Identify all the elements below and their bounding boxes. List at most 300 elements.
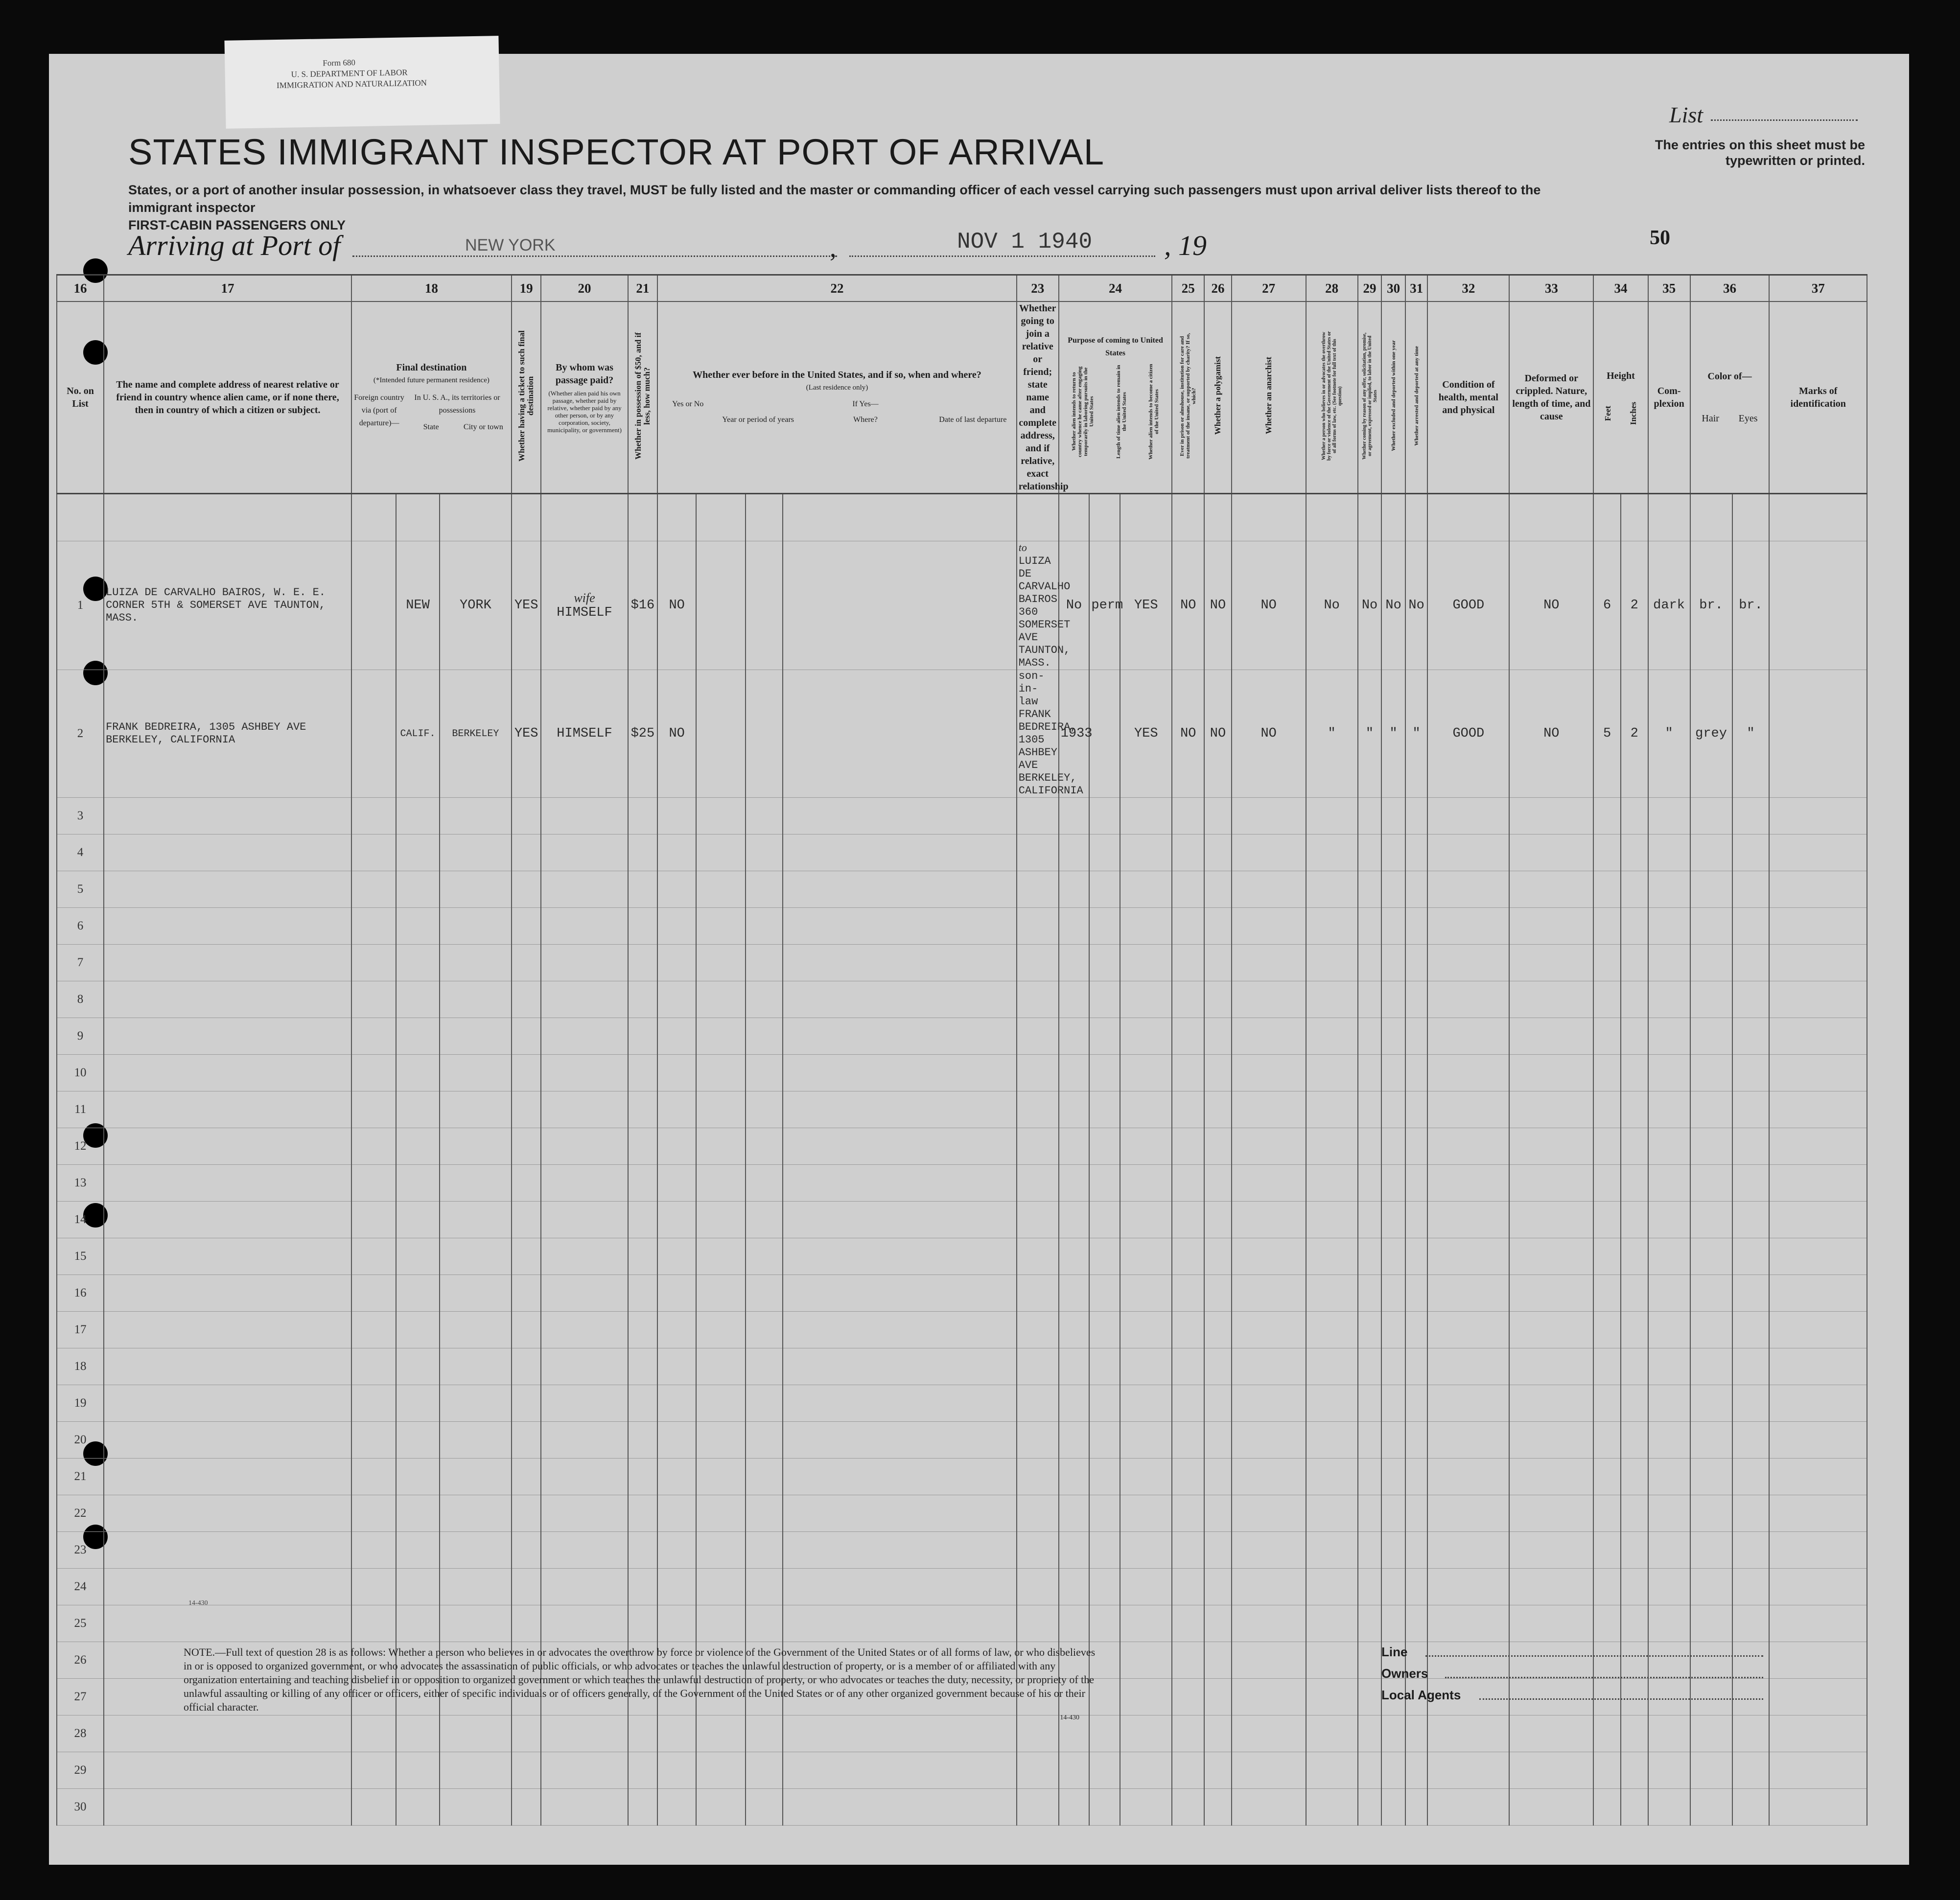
empty-cell xyxy=(1204,1642,1232,1679)
empty-cell xyxy=(696,1018,746,1055)
empty-cell xyxy=(1621,1789,1648,1826)
empty-cell xyxy=(628,1495,658,1532)
empty-cell xyxy=(1648,1238,1690,1275)
empty-cell xyxy=(783,1789,1017,1826)
header-by-whom xyxy=(541,301,628,494)
column-number: 27 xyxy=(1232,275,1306,302)
empty-cell xyxy=(1621,1385,1648,1422)
empty-cell xyxy=(696,945,746,981)
empty-cell xyxy=(1120,1348,1172,1385)
empty-cell xyxy=(1732,1495,1770,1532)
promise-cell: " xyxy=(1358,670,1382,798)
empty-cell xyxy=(1381,834,1405,871)
empty-cell xyxy=(746,834,783,871)
empty-cell xyxy=(1232,1385,1306,1422)
empty-cell xyxy=(1306,1532,1358,1569)
empty-cell xyxy=(1306,1422,1358,1459)
empty-cell xyxy=(1059,798,1090,834)
empty-cell xyxy=(440,1091,512,1128)
empty-cell xyxy=(1732,834,1770,871)
empty-cell xyxy=(1306,1238,1358,1275)
empty-cell xyxy=(1059,1238,1090,1275)
polygamist-cell: NO xyxy=(1204,670,1232,798)
row-number: 14 xyxy=(57,1202,104,1238)
empty-cell xyxy=(1593,1605,1621,1642)
empty-cell xyxy=(1089,1495,1120,1532)
empty-cell xyxy=(783,1018,1017,1055)
empty-cell xyxy=(746,981,783,1018)
join-prefix: to xyxy=(1018,541,1027,554)
row-number: 23 xyxy=(57,1532,104,1569)
empty-cell xyxy=(1690,1422,1732,1459)
empty-cell xyxy=(1358,1091,1382,1128)
empty-cell xyxy=(628,1055,658,1091)
empty-cell xyxy=(1621,1312,1648,1348)
empty-cell xyxy=(104,945,351,981)
empty-cell xyxy=(1732,1605,1770,1642)
empty-cell xyxy=(1059,1091,1090,1128)
empty-cell xyxy=(1204,871,1232,908)
empty-cell xyxy=(440,1605,512,1642)
empty-cell xyxy=(512,1715,541,1752)
empty-cell xyxy=(1621,871,1648,908)
date-stamp: NOV 1 1940 xyxy=(957,229,1093,255)
empty-cell xyxy=(1621,1459,1648,1495)
table-row xyxy=(57,1202,1867,1238)
empty-cell xyxy=(696,1715,746,1752)
empty-cell xyxy=(1769,1018,1867,1055)
marks-cell xyxy=(1769,541,1867,670)
empty-cell xyxy=(1427,1055,1509,1091)
empty-cell xyxy=(1306,1789,1358,1826)
column-number: 29 xyxy=(1358,275,1382,302)
empty-cell xyxy=(1648,834,1690,871)
empty-cell xyxy=(1405,1312,1428,1348)
table-row xyxy=(57,1312,1867,1348)
empty-cell xyxy=(1405,1752,1428,1789)
empty-cell xyxy=(351,981,396,1018)
paid-by-note: wife xyxy=(574,591,595,605)
empty-cell xyxy=(1204,945,1232,981)
empty-cell xyxy=(1172,1128,1204,1165)
empty-cell xyxy=(696,1422,746,1459)
empty-cell xyxy=(351,1238,396,1275)
empty-cell xyxy=(1059,871,1090,908)
row-number: 29 xyxy=(57,1752,104,1789)
comma-separator: , xyxy=(830,233,837,262)
empty-cell xyxy=(696,908,746,945)
empty-cell xyxy=(440,1569,512,1605)
empty-cell xyxy=(1059,1569,1090,1605)
empty-cell xyxy=(1690,1385,1732,1422)
column-number: 23 xyxy=(1017,275,1059,302)
row-number: 12 xyxy=(57,1128,104,1165)
header-prison xyxy=(1172,301,1204,494)
empty-cell xyxy=(1017,1202,1059,1238)
empty-cell xyxy=(1381,1312,1405,1348)
city-cell: YORK xyxy=(440,541,512,670)
empty-cell xyxy=(1017,1055,1059,1091)
empty-cell xyxy=(351,1569,396,1605)
empty-cell xyxy=(104,1385,351,1422)
empty-cell xyxy=(1381,798,1405,834)
empty-cell xyxy=(1381,1789,1405,1826)
state-cell: NEW xyxy=(396,541,440,670)
empty-cell xyxy=(351,1789,396,1826)
table-row xyxy=(57,1165,1867,1202)
empty-cell xyxy=(1509,1385,1593,1422)
empty-cell xyxy=(1059,1789,1090,1826)
empty-cell xyxy=(1089,1275,1120,1312)
empty-cell xyxy=(351,834,396,871)
empty-cell xyxy=(657,1605,696,1642)
empty-cell xyxy=(1381,1055,1405,1091)
empty-cell xyxy=(628,1422,658,1459)
header-date-departure: Date of last departure xyxy=(939,416,1007,424)
state-cell: CALIF. xyxy=(396,670,440,798)
empty-cell xyxy=(1621,1202,1648,1238)
empty-cell xyxy=(1769,981,1867,1018)
foreign-country-cell xyxy=(351,541,396,670)
empty-cell xyxy=(1621,798,1648,834)
owners-field[interactable] xyxy=(1445,1677,1763,1678)
empty-cell xyxy=(512,1128,541,1165)
empty-cell xyxy=(512,1312,541,1348)
empty-cell xyxy=(1509,871,1593,908)
empty-cell xyxy=(1172,1532,1204,1569)
empty-cell xyxy=(1621,1752,1648,1789)
empty-cell xyxy=(628,871,658,908)
empty-cell xyxy=(1017,1348,1059,1385)
column-number: 16 xyxy=(57,275,104,302)
empty-cell xyxy=(440,1459,512,1495)
empty-cell xyxy=(1204,1569,1232,1605)
table-row xyxy=(57,1348,1867,1385)
empty-cell xyxy=(1172,1275,1204,1312)
empty-cell xyxy=(1358,798,1382,834)
empty-cell xyxy=(440,1238,512,1275)
empty-cell xyxy=(1427,1165,1509,1202)
arriving-label: Arriving at Port of xyxy=(128,230,341,261)
empty-cell xyxy=(1017,908,1059,945)
empty-cell xyxy=(1172,1495,1204,1532)
header-inches: Inches xyxy=(1628,402,1638,425)
empty-cell xyxy=(657,981,696,1018)
empty-cell xyxy=(1204,1495,1232,1532)
empty-cell xyxy=(396,908,440,945)
row-number: 27 xyxy=(57,1679,104,1715)
empty-cell xyxy=(440,1532,512,1569)
list-number-field[interactable] xyxy=(1711,119,1858,121)
empty-cell xyxy=(783,834,1017,871)
empty-cell xyxy=(746,1312,783,1348)
footnote-code: 14-430 xyxy=(1060,1714,1079,1721)
empty-cell xyxy=(1593,1312,1621,1348)
empty-cell xyxy=(628,1202,658,1238)
empty-cell xyxy=(1621,1128,1648,1165)
empty-cell xyxy=(512,1385,541,1422)
empty-cell xyxy=(1648,945,1690,981)
empty-cell xyxy=(1648,1091,1690,1128)
empty-cell xyxy=(1017,834,1059,871)
empty-cell xyxy=(1593,1055,1621,1091)
empty-cell xyxy=(1593,1422,1621,1459)
entries-note: The entries on this sheet must be typewritten or printed. xyxy=(1655,138,1865,168)
header-purpose-return: Whether alien intends to return to country whence he came after engaging temporarily in laboring pursuits in the United States xyxy=(1071,366,1095,457)
purpose-return-cell: No xyxy=(1059,541,1090,670)
empty-cell xyxy=(1358,1569,1382,1605)
empty-cell xyxy=(1732,1275,1770,1312)
empty-cell xyxy=(351,1091,396,1128)
column-number: 33 xyxy=(1509,275,1593,302)
empty-cell xyxy=(1172,1569,1204,1605)
empty-cell xyxy=(1769,908,1867,945)
empty-cell xyxy=(1232,1605,1306,1642)
empty-cell xyxy=(1358,1165,1382,1202)
header-if-yes: If Yes— xyxy=(852,400,879,408)
empty-cell xyxy=(396,1275,440,1312)
empty-cell xyxy=(1306,1715,1358,1752)
empty-cell xyxy=(104,1495,351,1532)
table-row xyxy=(57,834,1867,871)
empty-cell xyxy=(1232,1165,1306,1202)
empty-cell xyxy=(1172,981,1204,1018)
empty-cell xyxy=(1690,981,1732,1018)
empty-cell xyxy=(783,1715,1017,1752)
line-field[interactable] xyxy=(1425,1655,1763,1657)
empty-cell xyxy=(1593,1202,1621,1238)
empty-cell xyxy=(657,1275,696,1312)
empty-cell xyxy=(440,1422,512,1459)
row-number: 3 xyxy=(57,798,104,834)
empty-cell xyxy=(1120,1679,1172,1715)
empty-cell xyxy=(1306,908,1358,945)
empty-cell xyxy=(1648,1128,1690,1165)
empty-cell xyxy=(696,1605,746,1642)
empty-cell xyxy=(696,1202,746,1238)
empty-cell xyxy=(1381,1752,1405,1789)
port-field[interactable] xyxy=(352,255,837,257)
city-cell: BERKELEY xyxy=(440,670,512,798)
by-whom-note: (Whether alien paid his own passage, whether paid by relative, whether paid by any other person, or by any corporation, society, municipality, or government) xyxy=(547,390,622,434)
empty-cell xyxy=(351,1128,396,1165)
empty-cell xyxy=(1732,1385,1770,1422)
empty-cell xyxy=(657,871,696,908)
empty-cell xyxy=(541,1569,628,1605)
empty-cell xyxy=(1732,1055,1770,1091)
empty-cell xyxy=(1621,945,1648,981)
empty-cell xyxy=(1593,908,1621,945)
empty-cell xyxy=(1593,1495,1621,1532)
header-excluded-text: Whether excluded and deported within one year xyxy=(1390,340,1397,451)
empty-cell xyxy=(1172,871,1204,908)
empty-cell xyxy=(1358,1238,1382,1275)
empty-cell xyxy=(1381,1532,1405,1569)
empty-cell xyxy=(1089,1018,1120,1055)
local-agents-field[interactable] xyxy=(1479,1698,1763,1700)
row-number: 19 xyxy=(57,1385,104,1422)
owners-label: Owners xyxy=(1381,1666,1428,1681)
empty-cell xyxy=(1509,1091,1593,1128)
empty-cell xyxy=(440,908,512,945)
empty-cell xyxy=(1381,908,1405,945)
empty-cell xyxy=(1358,1679,1382,1715)
table-row xyxy=(57,798,1867,834)
empty-cell xyxy=(396,1348,440,1385)
inches-cell: 2 xyxy=(1621,670,1648,798)
overthrow-cell: No xyxy=(1306,541,1358,670)
empty-cell xyxy=(440,1055,512,1091)
empty-cell xyxy=(1690,1495,1732,1532)
empty-cell xyxy=(512,1422,541,1459)
empty-cell xyxy=(1381,1091,1405,1128)
empty-cell xyxy=(1172,1312,1204,1348)
empty-cell xyxy=(1769,1422,1867,1459)
final-destination-title: Final destination xyxy=(396,362,467,373)
empty-cell xyxy=(1427,1789,1509,1826)
empty-cell xyxy=(1593,1789,1621,1826)
empty-cell xyxy=(696,1165,746,1202)
empty-cell xyxy=(1120,1532,1172,1569)
empty-cell xyxy=(1204,1679,1232,1715)
empty-cell xyxy=(541,1128,628,1165)
empty-cell xyxy=(1593,1018,1621,1055)
empty-cell xyxy=(1427,1385,1509,1422)
empty-cell xyxy=(396,1238,440,1275)
column-number: 21 xyxy=(628,275,658,302)
empty-cell xyxy=(440,1312,512,1348)
empty-cell xyxy=(1648,1715,1690,1752)
empty-cell xyxy=(1381,871,1405,908)
empty-cell xyxy=(1621,1569,1648,1605)
empty-cell xyxy=(746,871,783,908)
empty-cell xyxy=(1232,1495,1306,1532)
empty-cell xyxy=(1306,1018,1358,1055)
empty-cell xyxy=(351,798,396,834)
empty-cell xyxy=(1306,981,1358,1018)
empty-cell xyxy=(1648,1165,1690,1202)
paid-by-cell: HIMSELF xyxy=(541,670,628,798)
empty-cell xyxy=(783,871,1017,908)
header-before-in-us xyxy=(657,301,1016,494)
hair-cell: grey xyxy=(1690,670,1732,798)
empty-cell xyxy=(1381,1459,1405,1495)
empty-cell xyxy=(783,1238,1017,1275)
empty-cell xyxy=(1405,1348,1428,1385)
empty-cell xyxy=(1593,1128,1621,1165)
empty-cell xyxy=(1358,1312,1382,1348)
empty-cell xyxy=(541,1532,628,1569)
header-possession xyxy=(628,301,658,494)
empty-cell xyxy=(1509,834,1593,871)
row-number: 30 xyxy=(57,1789,104,1826)
empty-cell xyxy=(1120,1312,1172,1348)
empty-cell xyxy=(1690,798,1732,834)
empty-cell xyxy=(1648,1348,1690,1385)
empty-cell xyxy=(1509,1165,1593,1202)
empty-cell xyxy=(1381,1275,1405,1312)
prison-cell: NO xyxy=(1172,670,1204,798)
empty-cell xyxy=(1405,908,1428,945)
empty-cell xyxy=(1405,1605,1428,1642)
empty-cell xyxy=(1732,1715,1770,1752)
empty-cell xyxy=(783,1459,1017,1495)
empty-cell xyxy=(783,1532,1017,1569)
row-number: 5 xyxy=(57,871,104,908)
empty-cell xyxy=(1204,1055,1232,1091)
table-row xyxy=(57,1091,1867,1128)
row-number: 25 xyxy=(57,1605,104,1642)
relative-abroad-cell: LUIZA DE CARVALHO BAIROS, W. E. E. CORNER 5TH & SOMERSET AVE TAUNTON, MASS. xyxy=(104,541,351,670)
empty-cell xyxy=(1017,1532,1059,1569)
empty-cell xyxy=(1381,981,1405,1018)
empty-cell xyxy=(1509,945,1593,981)
before-in-us-title: Whether ever before in the United States, and if so, when and where? xyxy=(693,370,981,380)
empty-cell xyxy=(541,798,628,834)
empty-cell xyxy=(628,908,658,945)
condition-cell: GOOD xyxy=(1427,670,1509,798)
final-destination-note: (*Intended future permanent residence) xyxy=(373,376,490,384)
empty-cell xyxy=(696,1128,746,1165)
empty-cell xyxy=(1690,1165,1732,1202)
empty-cell xyxy=(1593,1752,1621,1789)
empty-cell xyxy=(1427,834,1509,871)
empty-cell xyxy=(1358,1128,1382,1165)
empty-cell xyxy=(1381,945,1405,981)
empty-cell xyxy=(541,834,628,871)
empty-cell xyxy=(1017,1569,1059,1605)
empty-cell xyxy=(696,1752,746,1789)
empty-cell xyxy=(1621,1605,1648,1642)
empty-cell xyxy=(1769,1679,1867,1715)
empty-cell xyxy=(1732,1238,1770,1275)
empty-cell xyxy=(104,1752,351,1789)
empty-cell xyxy=(1204,1715,1232,1752)
complexion-cell: " xyxy=(1648,670,1690,798)
empty-cell xyxy=(351,1752,396,1789)
purpose-length-cell: perm xyxy=(1089,541,1120,670)
empty-cell xyxy=(1358,1055,1382,1091)
empty-cell xyxy=(1172,834,1204,871)
empty-cell xyxy=(1427,1715,1509,1752)
empty-cell xyxy=(746,1752,783,1789)
date-field[interactable] xyxy=(849,255,1155,257)
empty-cell xyxy=(1232,1202,1306,1238)
column-number: 28 xyxy=(1306,275,1358,302)
before-us-cell: NO xyxy=(657,670,696,798)
empty-cell xyxy=(1358,1459,1382,1495)
empty-cell xyxy=(1306,1165,1358,1202)
empty-cell xyxy=(783,1275,1017,1312)
empty-cell xyxy=(512,1495,541,1532)
empty-cell xyxy=(1232,1312,1306,1348)
empty-cell xyxy=(1172,1238,1204,1275)
empty-cell xyxy=(104,1128,351,1165)
header-height xyxy=(1593,301,1648,494)
column-number: 19 xyxy=(512,275,541,302)
empty-cell xyxy=(1120,1459,1172,1495)
empty-cell xyxy=(1089,1312,1120,1348)
empty-cell xyxy=(1648,1752,1690,1789)
empty-cell xyxy=(1427,1202,1509,1238)
empty-cell xyxy=(1381,1348,1405,1385)
empty-cell xyxy=(1204,1091,1232,1128)
empty-cell xyxy=(1405,1165,1428,1202)
empty-cell xyxy=(783,1385,1017,1422)
empty-cell xyxy=(1204,1422,1232,1459)
empty-cell xyxy=(104,1312,351,1348)
row-number: 17 xyxy=(57,1312,104,1348)
